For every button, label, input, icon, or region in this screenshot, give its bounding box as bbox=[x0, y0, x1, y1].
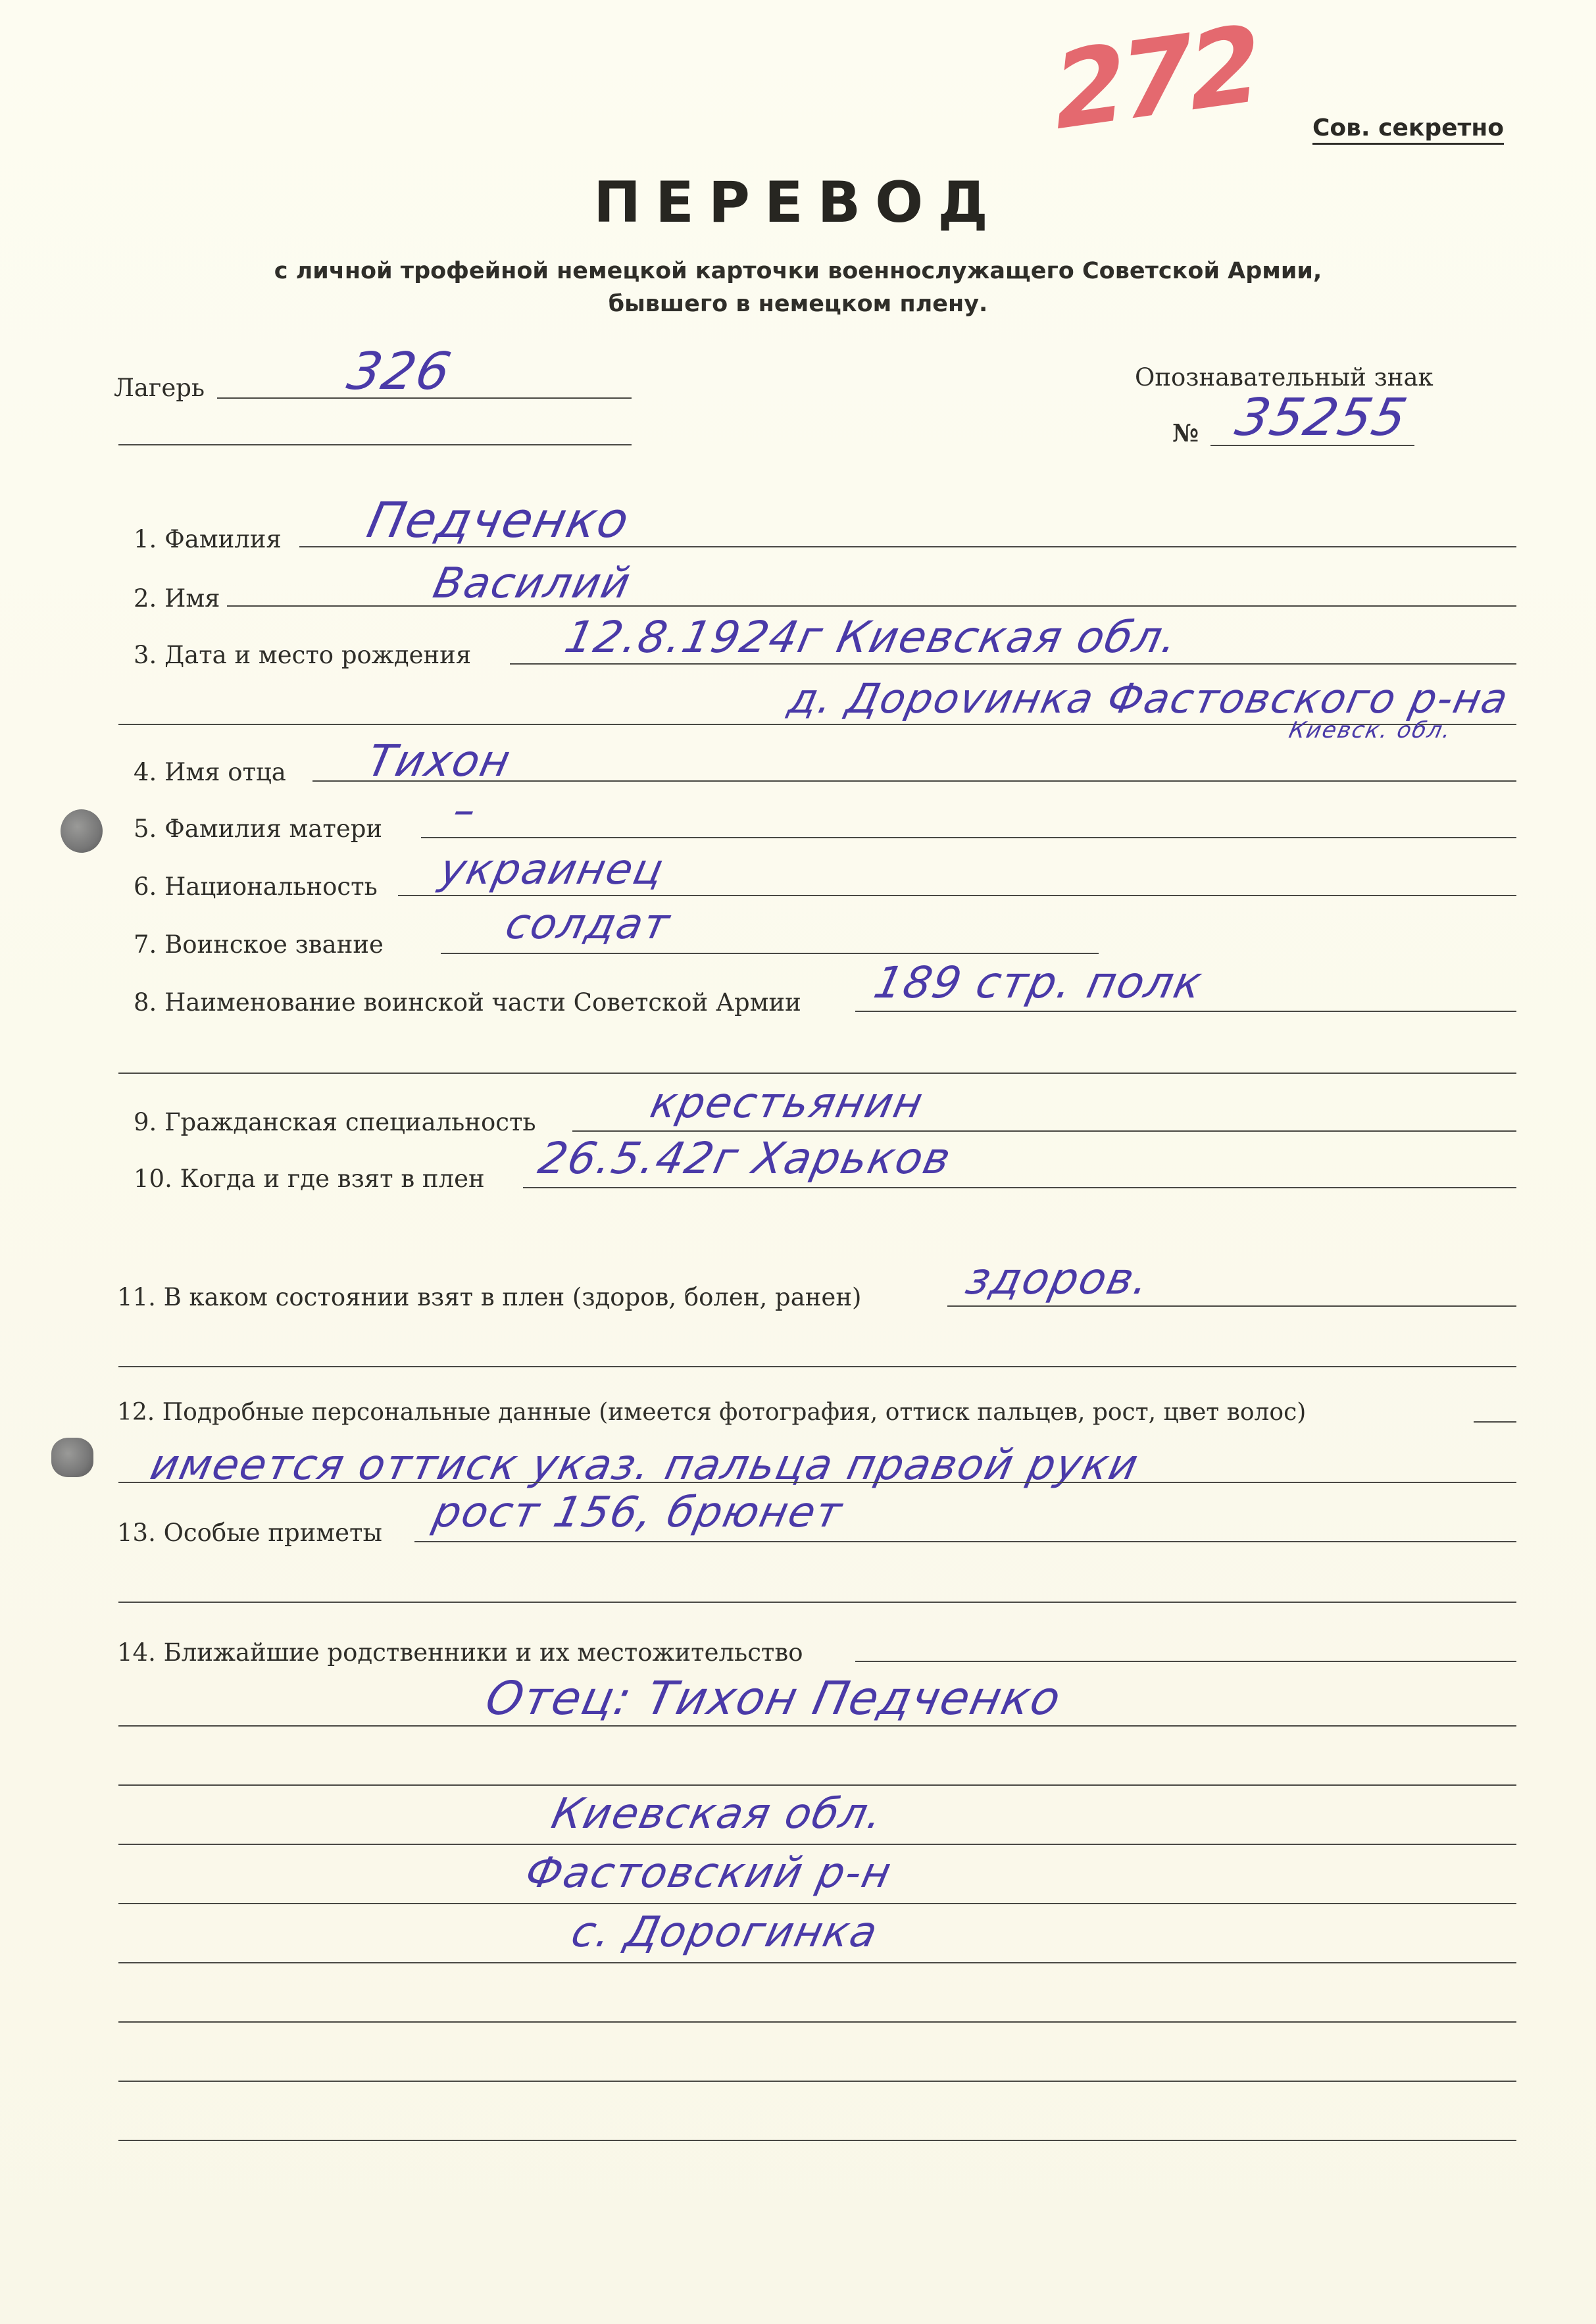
id-tag-label: Опознавательный знак bbox=[1135, 363, 1434, 392]
field-12-label: 12. Подробные персональные данные (имеется фотография, оттиск пальцев, рост, цвет волос) bbox=[117, 1399, 1307, 1426]
field-11-label: 11. В каком состоянии взят в плен (здоров, болен, ранен) bbox=[117, 1283, 862, 1311]
field-13-value: рост 156, брюнет bbox=[429, 1488, 847, 1537]
field-4-value: Тихон bbox=[362, 736, 516, 786]
field-3-value-line2: д. Дороvинка Фастовского р-на bbox=[784, 674, 1514, 722]
id-tag-value: 35255 bbox=[1230, 388, 1413, 447]
field-6-value: украинец bbox=[436, 846, 669, 894]
field-10-value: 26.5.42г Харьков bbox=[534, 1133, 957, 1184]
field-5-value: – bbox=[449, 786, 482, 835]
archive-stamp-number: 272 bbox=[1047, 1, 1262, 155]
document-subtitle-line1: с личной трофейной немецкой карточки военнослужащего Советской Армии, bbox=[274, 258, 1322, 284]
id-tag-number-sign: № bbox=[1172, 418, 1199, 447]
field-14-label: 14. Ближайшие родственники и их местожительство bbox=[117, 1638, 803, 1667]
field-8-value: 189 стр. полк bbox=[869, 957, 1208, 1008]
field-12-value: имеется оттиск указ. пальца правой руки bbox=[146, 1441, 1143, 1490]
field-14-district: Фастовский р-н bbox=[521, 1849, 897, 1898]
punch-hole-top bbox=[61, 809, 103, 853]
punch-hole-bottom bbox=[51, 1438, 93, 1477]
field-9-value: крестьянин bbox=[646, 1079, 928, 1128]
field-3-value: 12.8.1924г Киевская обл. bbox=[560, 612, 1184, 663]
field-5-label: 5. Фамилия матери bbox=[134, 815, 383, 843]
field-4-label: 4. Имя отца bbox=[134, 758, 286, 786]
field-1-label: 1. Фамилия bbox=[134, 525, 282, 553]
field-3-label: 3. Дата и место рождения bbox=[134, 641, 472, 669]
field-3-value-line3: Киевск. обл. bbox=[1286, 717, 1455, 744]
document-title: ПЕРЕВОД bbox=[593, 170, 1003, 236]
field-11-value: здоров. bbox=[961, 1253, 1155, 1304]
field-6-label: 6. Национальность bbox=[134, 872, 378, 901]
field-10-label: 10. Когда и где взят в плен bbox=[134, 1165, 485, 1193]
field-8-label: 8. Наименование воинской части Советской Армии bbox=[134, 988, 801, 1017]
field-7-label: 7. Воинское звание bbox=[134, 930, 384, 959]
field-14-relative: Отец: Тихон Педченко bbox=[481, 1671, 1067, 1725]
field-1-value: Педченко bbox=[362, 492, 636, 549]
field-14-village: с. Дорогинка bbox=[567, 1908, 883, 1957]
field-9-label: 9. Гражданская специальность bbox=[134, 1108, 536, 1136]
field-2-value: Василий bbox=[429, 559, 636, 608]
camp-value: 326 bbox=[342, 342, 457, 401]
classification-label: Сов. секретно bbox=[1312, 114, 1504, 145]
field-7-value: солдат bbox=[501, 900, 675, 949]
document-subtitle-line2: бывшего в немецком плену. bbox=[608, 291, 988, 317]
field-14-region: Киевская обл. bbox=[547, 1790, 888, 1838]
field-13-label: 13. Особые приметы bbox=[117, 1519, 382, 1547]
camp-label: Лагерь bbox=[114, 374, 205, 402]
field-2-label: 2. Имя bbox=[134, 584, 220, 613]
